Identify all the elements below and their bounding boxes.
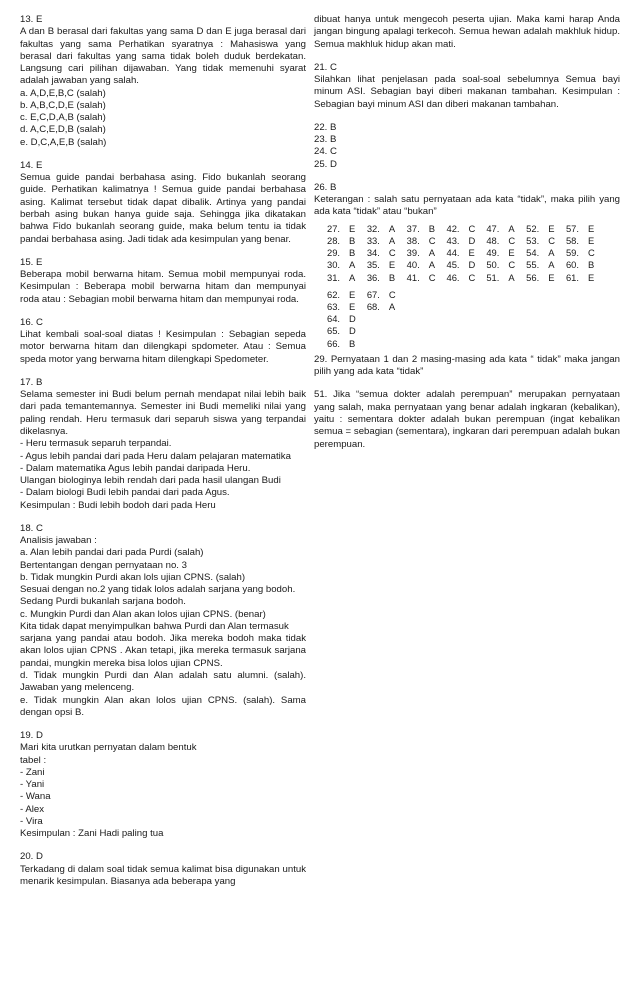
question-20 <box>20 851 306 888</box>
statement-line: Ulangan biologinya lebih rendah dari pada hasil ulangan Budi <box>20 475 281 487</box>
order-line: - Yani <box>20 779 45 791</box>
answer-line: 23. B <box>314 134 337 146</box>
question-16 <box>20 317 306 366</box>
answer-letter: E <box>548 271 555 283</box>
question-21 <box>314 62 620 111</box>
answer-number: 60. <box>565 259 580 271</box>
left-column <box>20 14 306 899</box>
answer-line: 25. D <box>314 158 337 170</box>
conclusion-line: Kesimpulan : Zani Hadi paling tua <box>20 828 164 840</box>
question-17 <box>20 377 306 512</box>
question-header: 21. C <box>314 61 337 73</box>
note-29 <box>314 354 620 379</box>
analysis-line: Bertentangan dengan pernyataan no. 3 <box>20 559 187 571</box>
answer-letter: C <box>508 234 516 246</box>
answer-key-row <box>324 247 603 259</box>
question-text: Silahkan lihat penjelasan pada soal-soal sebelumnya Semua bayi minum ASI. Sebagian bayi diberi makanan tambahan. Kesimpulan : Sebagian bayi minum ASI dan diberi makanan tambahan. <box>314 74 620 110</box>
answer-number: 29. <box>327 247 341 259</box>
question-text: dibuat hanya untuk mengecoh peserta ujian. Maka kami harap Anda jangan bingung apalagi terkecoh. Semua hewan adalah makhluk hidup. Semua makhluk hidup akan mati. <box>314 14 620 50</box>
question-text: Selama semester ini Budi belum pernah mendapat nilai lebih baik dari pada temantemannya. Semester ini Budi memeliki nilai yang paling rendah. Heru termasuk dari separuh siswa yang terpandai dikelasnya. <box>20 389 306 437</box>
answer-letter: E <box>468 247 475 259</box>
answer-number: 50. <box>486 259 500 271</box>
answer-number: 35. <box>366 259 380 271</box>
answer-line: 24. C <box>314 146 337 158</box>
order-line: - Alex <box>20 803 44 815</box>
answer-letter: A <box>349 259 356 271</box>
answer-letter: C <box>588 247 595 259</box>
analysis-line: Analisis jawaban : <box>20 535 97 547</box>
option-line: d. A,C,E,D,B (salah) <box>20 124 106 136</box>
answer-number: 43. <box>446 234 460 246</box>
answer-number: 65. <box>327 325 341 337</box>
question-text: Semua guide pandai berbahasa asing. Fido bukanlah seorang guide. Perhatikan kalimatnya ! Semua guide pandai berbahasa asing. Kalimat tersebut tidak dapat dibalik. Artinya yang pandai berbah asing bukan hanya guide saja. Sehingga jika dikatakan bahwa Fido bukanlah seorang guide, maka belum tentu ia tidak pandai berbahasa asing. Jadi tidak ada kesimpulan yang benar. <box>20 172 306 245</box>
answer-key-row <box>324 235 603 247</box>
question-header: 15. E <box>20 256 43 268</box>
answer-letter: C <box>428 234 436 246</box>
answer-key-row <box>324 313 603 325</box>
answer-number: 28. <box>327 234 341 246</box>
answer-key-row <box>324 301 603 313</box>
question-26 <box>314 182 620 219</box>
answer-letter: C <box>388 288 396 300</box>
answer-key-row <box>324 272 603 284</box>
answer-letter: B <box>388 271 396 283</box>
answer-number: 66. <box>327 337 341 349</box>
note-text: 51. Jika “semua dokter adalah perempuan” merupakan pernyataan yang salah, maka pernyataan yang benar adalah ingkaran (kebalikan), yaitu : sementara dokter adalah bukan perempuan (ingat kebalikan semua = sebagian (sementara), ingkaran dari perempuan adalah bukan perempuan. <box>314 389 620 450</box>
answer-letter: A <box>428 247 435 259</box>
answer-letter: A <box>548 247 555 259</box>
answer-letter: B <box>428 222 435 234</box>
answer-number: 53. <box>526 234 540 246</box>
answer-letter: D <box>349 325 356 337</box>
answer-number: 57. <box>565 222 580 234</box>
question-20-continued <box>314 14 620 51</box>
answer-number: 67. <box>366 288 380 300</box>
answer-line: 22. B <box>314 121 337 133</box>
answer-letter: E <box>508 247 515 259</box>
answer-key-row <box>324 325 603 337</box>
answer-letter: D <box>349 313 356 325</box>
question-header: 20. D <box>20 851 43 863</box>
answer-key-row <box>324 338 603 350</box>
answer-letter: C <box>548 234 555 246</box>
question-19 <box>20 730 306 840</box>
option-line: b. A,B,C,D,E (salah) <box>20 99 106 111</box>
answer-number: 47. <box>486 222 500 234</box>
answer-letter: B <box>349 247 356 259</box>
answer-letter: A <box>428 259 435 271</box>
answer-number: 36. <box>366 271 380 283</box>
answer-number: 32. <box>366 222 380 234</box>
question-header: 26. B <box>314 181 337 193</box>
answer-number: 34. <box>366 247 380 259</box>
statement-line: - Heru termasuk separuh terpandai. <box>20 438 172 450</box>
statement-line: - Dalam matematika Agus lebih pandai daripada Heru. <box>20 462 251 474</box>
answer-number: 63. <box>327 301 341 313</box>
answer-number: 46. <box>446 271 460 283</box>
answer-number: 33. <box>366 234 380 246</box>
answer-number: 54. <box>526 247 540 259</box>
answer-letter: E <box>349 222 356 234</box>
answer-number: 45. <box>446 259 460 271</box>
answer-letter: D <box>468 234 476 246</box>
answer-number: 38. <box>406 234 420 246</box>
question-14 <box>20 160 306 246</box>
answer-letter: A <box>508 271 515 283</box>
answer-key-table <box>324 223 603 350</box>
answer-number: 59. <box>565 247 580 259</box>
answer-letter: A <box>388 301 396 313</box>
answer-number: 62. <box>327 288 341 300</box>
question-15 <box>20 257 306 306</box>
question-header: 19. D <box>20 730 43 742</box>
answer-letter: A <box>508 222 515 234</box>
statement-line: - Agus lebih pandai dari pada Heru dalam pelajaran matematika <box>20 450 291 462</box>
answer-number: 30. <box>327 259 341 271</box>
answer-key-row <box>324 223 603 235</box>
option-line: e. D,C,A,E,B (salah) <box>20 136 107 148</box>
order-line: - Zani <box>20 766 45 778</box>
question-text: Terkadang di dalam soal tidak semua kalimat bisa digunakan untuk menarik kesimpulan. Biasanya ada beberapa yang <box>20 863 306 887</box>
answer-letter: B <box>588 259 595 271</box>
answer-letter: C <box>468 271 476 283</box>
answer-letter: E <box>388 259 396 271</box>
question-header: 17. B <box>20 376 43 388</box>
answer-key-row <box>324 259 603 271</box>
answer-letter: E <box>548 222 555 234</box>
answer-number: 56. <box>526 271 540 283</box>
question-13 <box>20 14 306 149</box>
statement-line: - Dalam biologi Budi lebih pandai dari pada Agus. <box>20 487 230 499</box>
answer-letter: A <box>548 259 555 271</box>
answer-number: 48. <box>486 234 500 246</box>
question-header: 18. C <box>20 522 43 534</box>
answer-letter: C <box>388 247 396 259</box>
answer-letter: E <box>349 301 356 313</box>
answer-number: 49. <box>486 247 500 259</box>
answer-number: 40. <box>406 259 420 271</box>
note-text: 29. Pernyataan 1 dan 2 masing-masing ada kata “ tidak” maka jangan pilih yang ada kata “tidak” <box>314 353 620 378</box>
answer-number: 52. <box>526 222 540 234</box>
answer-number: 68. <box>366 301 380 313</box>
order-line: tabel : <box>20 754 47 766</box>
answer-number: 51. <box>486 271 500 283</box>
analysis-line: b. Tidak mungkin Purdi akan lols ujian CPNS. (salah) <box>20 571 246 583</box>
answer-number: 31. <box>327 271 341 283</box>
answer-letter: B <box>349 234 356 246</box>
analysis-line: Kita tidak dapat menyimpulkan bahwa Purdi dan Alan termasuk <box>20 620 289 632</box>
question-text: Keterangan : salah satu pernyataan ada kata “tidak”, maka pilih yang ada kata “tidak” atau “bukan” <box>314 194 620 218</box>
answer-letter: A <box>388 222 396 234</box>
note-51 <box>314 389 620 450</box>
answer-letter: C <box>508 259 516 271</box>
answer-letter: A <box>388 234 396 246</box>
conclusion-line: Kesimpulan : Budi lebih bodoh dari pada Heru <box>20 499 216 511</box>
analysis-line: Sesuai dengan no.2 yang tidak lolos adalah sarjana yang bodoh. Sedang Purdi bukanlah sarjana bodoh. <box>20 584 296 608</box>
question-text: Beberapa mobil berwarna hitam. Semua mobil mempunyai roda. Kesimpulan : Beberapa mobil berwarna hitam dan mempunyai roda atau : Sebagian mobil berwarna hitam dan mempunyai roda. <box>20 269 306 305</box>
answer-letter: C <box>428 271 436 283</box>
order-line: - Vira <box>20 815 43 827</box>
question-header: 16. C <box>20 316 43 328</box>
answer-letter: B <box>349 337 356 349</box>
order-line: - Wana <box>20 791 51 803</box>
question-text: Lihat kembali soal-soal diatas ! Kesimpulan : Sebagian sepeda motor berwarna hitam dan dilengkapi spdometer. Atau : Semua speda motor yang berwarna hitam dilengkapi Spedometer. <box>20 329 306 365</box>
answer-letter: E <box>588 222 595 234</box>
answer-letter: E <box>349 288 356 300</box>
answer-letter: D <box>468 259 476 271</box>
question-18 <box>20 523 306 719</box>
analysis-text: e. Tidak mungkin Alan akan lolos ujian CPNS. (salah). Sama dengan opsi B. <box>20 694 306 718</box>
question-header: 13. E <box>20 14 43 25</box>
option-line: a. A,D,E,B,C (salah) <box>20 87 106 99</box>
analysis-text: sarjana yang pandai atau bodoh. Jika mereka bodoh maka tidak akan lolos ujian CPNS . Akan tetapi, jika mereka termasuk sarjana pandai, mungkin mereka bisa lolos ujian CPNS. <box>20 633 306 669</box>
short-answers <box>314 122 620 171</box>
option-line: c. E,C,D,A,B (salah) <box>20 112 106 124</box>
answer-letter: A <box>349 271 356 283</box>
answer-number: 27. <box>327 222 341 234</box>
question-text: A dan B berasal dari fakultas yang sama D dan E juga berasal dari fakultas yang sama Perhatikan syaratnya : Mahasiswa yang berasal dari fakultas yang sama tidak boleh duduk berdekatan. Langsung cari pilihan dijawaban. Yang tidak memenuhi syarat adalah jawaban yang salah. <box>20 26 306 87</box>
answer-number: 44. <box>446 247 460 259</box>
analysis-text: d. Tidak mungkin Purdi dan Alan adalah satu alumni. (salah). Jawaban yang melenceng. <box>20 670 306 694</box>
answer-number: 61. <box>565 271 580 283</box>
answer-number: 42. <box>446 222 460 234</box>
analysis-line: c. Mungkin Purdi dan Alan akan lolos ujian CPNS. (benar) <box>20 608 266 620</box>
answer-number: 58. <box>565 234 580 246</box>
answer-number: 37. <box>406 222 420 234</box>
answer-number: 41. <box>406 271 420 283</box>
answer-letter: E <box>588 271 595 283</box>
order-line: Mari kita urutkan pernyatan dalam bentuk <box>20 742 197 754</box>
answer-letter: E <box>588 234 595 246</box>
right-column <box>314 14 620 462</box>
answer-letter: C <box>468 222 476 234</box>
question-header: 14. E <box>20 159 43 171</box>
answer-number: 39. <box>406 247 420 259</box>
answer-key-row <box>324 284 603 301</box>
analysis-line: a. Alan lebih pandai dari pada Purdi (salah) <box>20 547 204 559</box>
answer-number: 64. <box>327 313 341 325</box>
answer-number: 55. <box>526 259 540 271</box>
